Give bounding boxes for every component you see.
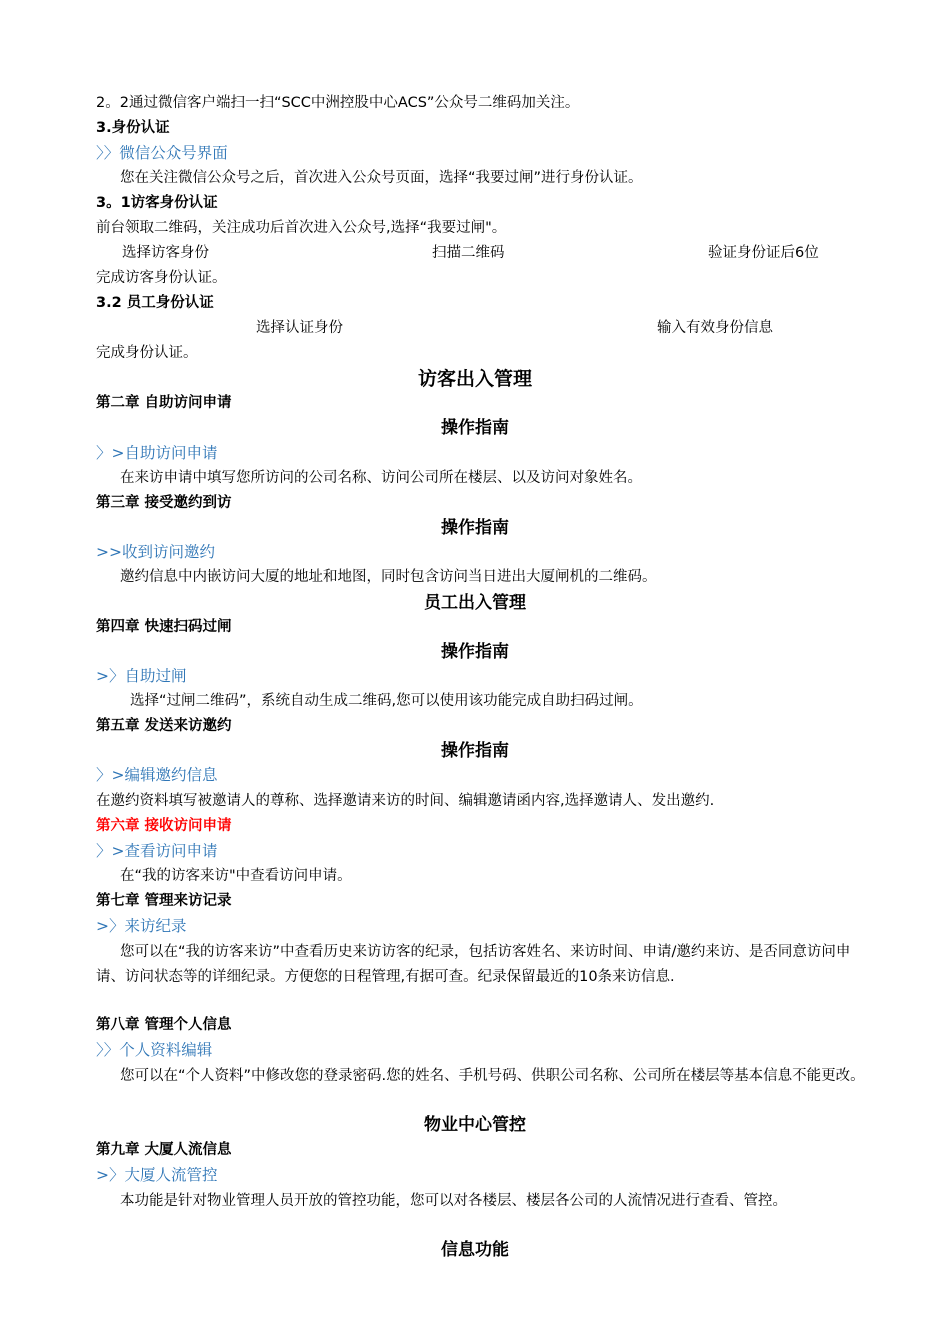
step-label: 选择认证身份 <box>256 320 343 336</box>
text-line: 前台领取二维码，关注成功后首次进入公众号,选择“我要过闸"。 <box>96 220 507 236</box>
subsection-link: 〉〉个人资料编辑 <box>96 1041 213 1059</box>
text-line: 2。2通过微信客户端扫一扫“SCC中洲控股中心ACS”公众号二维码加关注。 <box>96 95 580 111</box>
paragraph: 您可以在“我的访客来访”中查看历史来访访客的纪录，包括访客姓名、来访时间、申请/邀约来访、是否同意访问申请、访问状态等的详细纪录。方便您的日程管理,有据可查。纪录保留最近的10条来访信息. <box>96 944 851 985</box>
chapter-title: 第八章 管理个人信息 <box>96 1017 232 1033</box>
chapter-title: 第五章 发送来访邀约 <box>96 718 232 734</box>
guide-heading: 操作指南 <box>441 741 509 761</box>
step-label: 输入有效身份信息 <box>657 320 773 336</box>
subsection-link: 〉〉微信公众号界面 <box>96 144 228 162</box>
guide-heading: 操作指南 <box>441 418 509 438</box>
paragraph: 在邀约资料填写被邀请人的尊称、选择邀请来访的时间、编辑邀请函内容,选择邀请人、发出邀约. <box>96 793 715 809</box>
chapter-title: 第二章 自助访问申请 <box>96 395 232 411</box>
subsection-link: 〉>编辑邀约信息 <box>96 766 218 784</box>
chapter-title: 第四章 快速扫码过闸 <box>96 619 232 635</box>
paragraph: 选择“过闸二维码”，系统自动生成二维码,您可以使用该功能完成自助扫码过闸。 <box>130 693 643 709</box>
main-heading: 物业中心管控 <box>424 1115 526 1135</box>
paragraph: 您可以在“个人资料”中修改您的登录密码.您的姓名、手机号码、供职公司名称、公司所在楼层等基本信息不能更改。 <box>120 1068 865 1084</box>
step-label: 选择访客身份 <box>122 245 209 261</box>
paragraph: 邀约信息中内嵌访问大厦的地址和地图，同时包含访问当日进出大厦闸机的二维码。 <box>120 569 657 585</box>
main-heading: 员工出入管理 <box>424 593 526 613</box>
subsection-link: >〉大厦人流管控 <box>96 1166 218 1184</box>
paragraph: 在来访申请中填写您所访问的公司名称、访问公司所在楼层、以及访问对象姓名。 <box>120 470 642 486</box>
chapter-title: 第六章 接收访问申请 <box>96 818 232 834</box>
main-heading: 访客出入管理 <box>417 368 532 390</box>
chapter-title: 第三章 接受邀约到访 <box>96 495 232 511</box>
paragraph: 您在关注微信公众号之后，首次进入公众号页面，选择“我要过闸”进行身份认证。 <box>120 170 643 186</box>
subsection-link: >〉来访纪录 <box>96 917 187 935</box>
main-heading: 信息功能 <box>441 1240 509 1260</box>
guide-heading: 操作指南 <box>441 642 509 662</box>
guide-heading: 操作指南 <box>441 518 509 538</box>
paragraph: 本功能是针对物业管理人员开放的管控功能，您可以对各楼层、楼层各公司的人流情况进行查看、管控。 <box>120 1193 787 1209</box>
step-label: 扫描二维码 <box>432 245 505 261</box>
chapter-title: 第七章 管理来访记录 <box>96 893 232 909</box>
section-heading: 3。1访客身份认证 <box>96 195 218 211</box>
subsection-link: >〉自助过闸 <box>96 667 187 685</box>
chapter-title: 第九章 大厦人流信息 <box>96 1142 232 1158</box>
subsection-link: >>收到访问邀约 <box>96 543 215 561</box>
section-heading: 3.2 员工身份认证 <box>96 295 214 311</box>
subsection-link: 〉>自助访问申请 <box>96 444 218 462</box>
section-heading: 3.身份认证 <box>96 120 170 136</box>
paragraph: 在“我的访客来访"中查看访问申请。 <box>120 868 352 884</box>
step-label: 验证身份证后6位 <box>708 245 819 261</box>
text-line: 完成访客身份认证。 <box>96 270 227 286</box>
text-line: 完成身份认证。 <box>96 345 198 361</box>
subsection-link: 〉>查看访问申请 <box>96 842 218 860</box>
